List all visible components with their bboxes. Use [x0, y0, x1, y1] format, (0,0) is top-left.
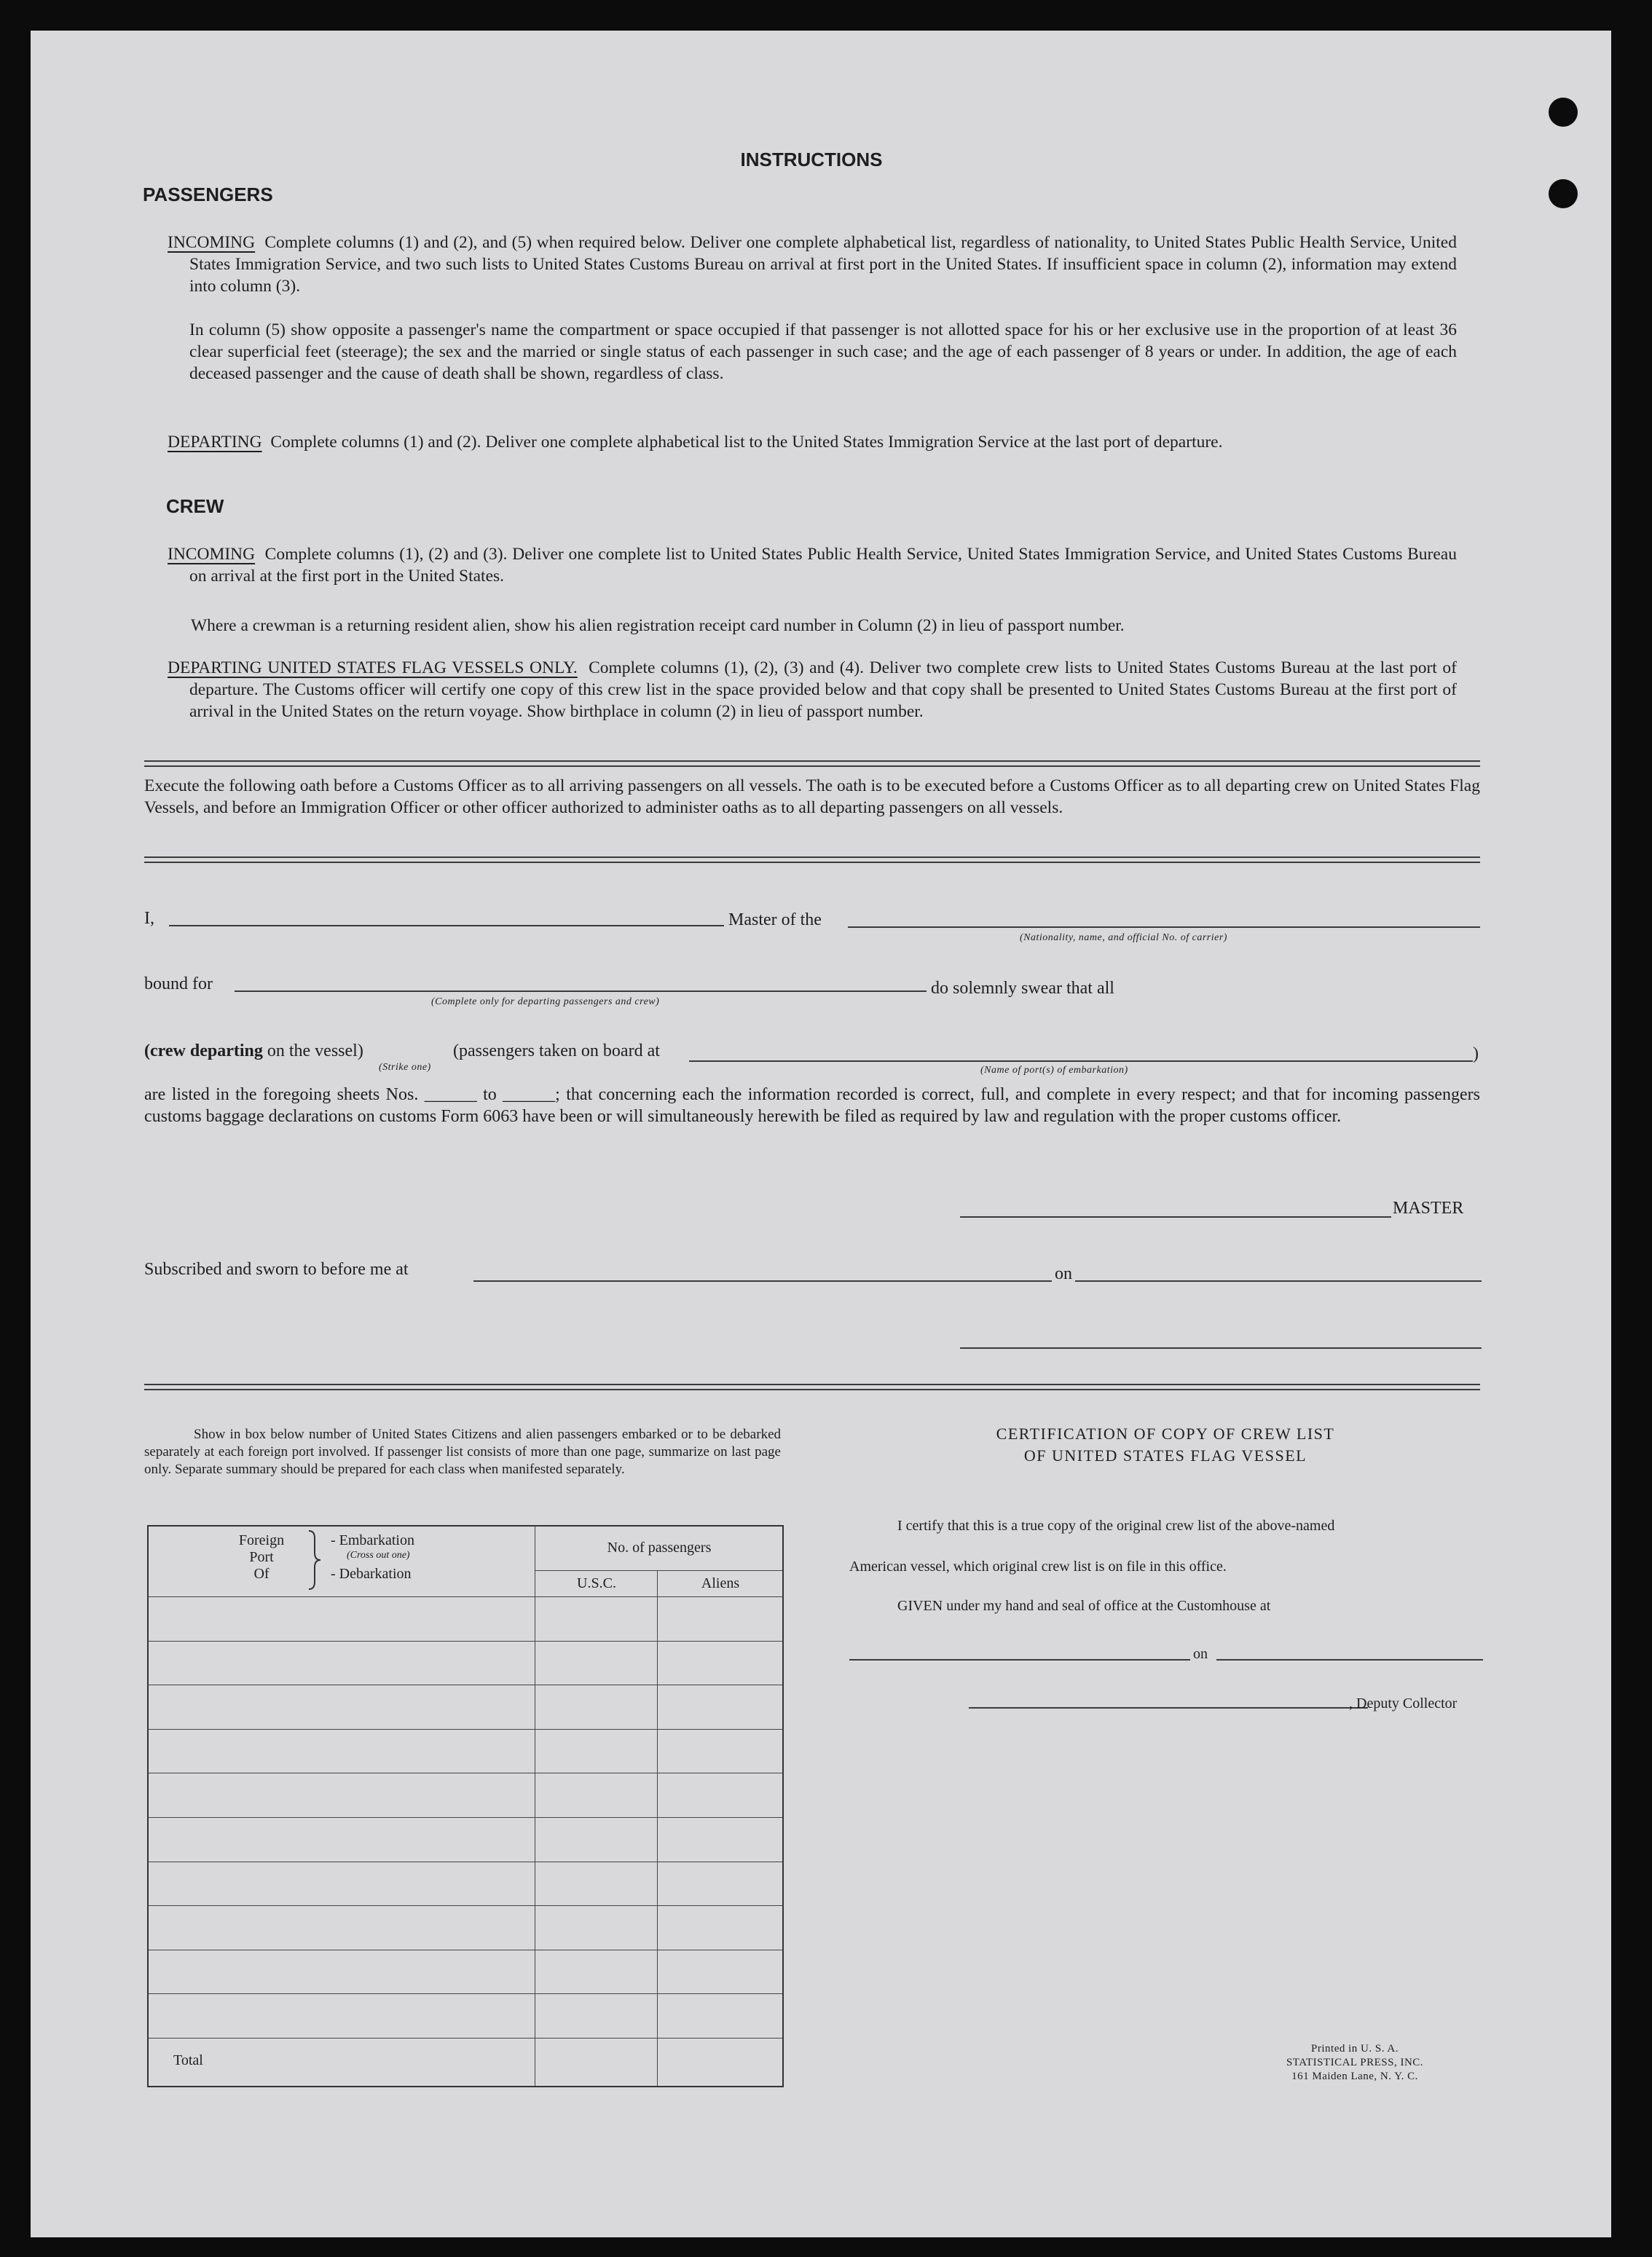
- on-label: on: [1055, 1264, 1072, 1283]
- crew-departing-text: Complete columns (1), (2), (3) and (4). Deliver two complete crew lists to United States Customs Bureau at the last port of departure. The Customs officer will certify one copy of this crew list in the space provided below and that copy shall be presented to United States Customs Bureau at the first port of arrival in the United States on the return voyage. Show birthplace in column (2) in lieu of passport number.: [189, 658, 1458, 721]
- certification-heading: [903, 1423, 1428, 1467]
- summary-text: Show in box below number of United States Citizens and alien passengers embarked or to be debarked separately at each foreign port involved. If passenger list consists of more than one page, summarize on last page only. Separate summary should be prepared for each class when manifested separately.: [144, 1427, 781, 1477]
- bound-caption: (Complete only for departing passengers and crew): [431, 996, 660, 1007]
- certification-heading-line: OF UNITED STATES FLAG VESSEL: [1023, 1446, 1307, 1465]
- passengers-taken: (passengers taken on board at: [453, 1041, 660, 1060]
- oath-instructions-text: Execute the following oath before a Customs Officer as to all arriving passengers on all vessels. The oath is to be executed before a Customs Officer as to all departing crew on United States Flag Vessels, and before an Immigration Officer or other officer authorized to administer oaths as to all departing passengers on all vessels.: [144, 776, 1480, 817]
- table-row-line: [149, 1729, 782, 1730]
- master-of-label: Master of the: [728, 910, 822, 929]
- table-column-divider: [657, 1570, 658, 2086]
- crew-incoming-label: INCOMING: [168, 545, 256, 564]
- passengers-departing: [168, 431, 1457, 453]
- subscribed-date-field[interactable]: [1075, 1280, 1482, 1282]
- certification-heading-line: CERTIFICATION OF COPY OF CREW LIST: [996, 1425, 1335, 1443]
- given-text: GIVEN under my hand and seal of office at the Customhouse at: [897, 1598, 1271, 1614]
- master-label: MASTER: [1393, 1199, 1464, 1218]
- total-label: Total: [173, 2052, 203, 2068]
- oath-instructions: [144, 775, 1480, 819]
- port-line: Foreign: [238, 1532, 285, 1548]
- printer-line: STATISTICAL PRESS, INC.: [1286, 2057, 1424, 2068]
- incoming-text: Complete columns (1) and (2), and (5) when required below. Deliver one complete alphabetical list, regardless of nationality, to United States Public Health Service, United States Immigration Service, and two such lists to United States Customs Bureau on arrival at first port in the United States. If insufficient space in column (2), information may extend into column (3).: [189, 233, 1457, 296]
- port-line: Of: [253, 1566, 270, 1582]
- on-vessel: on the vessel): [267, 1041, 363, 1060]
- crew-departing: [168, 657, 1457, 722]
- vessel-clause: [144, 1041, 363, 1061]
- passengers-heading: PASSENGERS: [143, 184, 273, 205]
- listed-text: are listed in the foregoing sheets Nos. ______ to ______; that concerning each the information recorded is correct, full, and complete in every respect; and that for incoming passengers customs baggage declarations on customs Form 6063 have been or will simultaneously herewith be filed as required by law and regulation with the proper customs officer.: [144, 1085, 1480, 1126]
- table-row-line: [149, 1596, 536, 1597]
- column5-text: In column (5) show opposite a passenger's name the compartment or space occupied if that passenger is not allotted space for his or her exclusive use in the proportion of at least 36 clear superficial feet (steerage); the sex and the married or single status of each passenger in such case; and the age of each passenger of 8 years or under. In addition, the age of each deceased passenger and the cause of death shall be shown, regardless of class.: [189, 320, 1457, 383]
- close-paren: ): [1473, 1044, 1479, 1063]
- crew-heading: CREW: [166, 495, 224, 517]
- deputy-collector-label: , Deputy Collector: [1349, 1695, 1458, 1712]
- subscribed-label: Subscribed and sworn to before me at: [144, 1260, 409, 1279]
- passengers-incoming: [168, 232, 1457, 297]
- embarkation-label: - Embarkation: [331, 1532, 414, 1548]
- table-row-line: [149, 1641, 782, 1642]
- bound-for-field[interactable]: [235, 990, 927, 992]
- crew-departing-bold: (crew departing: [144, 1041, 263, 1060]
- crew-departing-label: DEPARTING UNITED STATES FLAG VESSELS ONLY.: [168, 658, 578, 677]
- i-label: I,: [144, 909, 154, 928]
- deputy-signature-field[interactable]: [969, 1707, 1368, 1709]
- aliens-header: Aliens: [701, 1575, 740, 1591]
- carrier-caption: (Nationality, name, and official No. of carrier): [1020, 932, 1227, 943]
- table-row-line: [149, 1993, 782, 1994]
- printer-line: Printed in U. S. A.: [1311, 2043, 1399, 2055]
- divider: [144, 856, 1480, 863]
- customhouse-field[interactable]: [849, 1659, 1190, 1661]
- listed-statement: [144, 1084, 1480, 1127]
- table-row-line: [149, 2038, 782, 2039]
- cross-out-caption: (Cross out one): [347, 1550, 410, 1561]
- brace-icon: [306, 1529, 323, 1594]
- resident-text: Where a crewman is a returning resident alien, show his alien registration receipt card number in Column (2) in lieu of passport number.: [191, 616, 1125, 635]
- ports-field[interactable]: [689, 1060, 1473, 1062]
- crew-incoming: [168, 543, 1457, 587]
- incoming-label: INCOMING: [168, 233, 256, 252]
- cert-date-field[interactable]: [1216, 1659, 1483, 1661]
- passenger-summary-table: [147, 1525, 784, 2087]
- certify-text: I certify that this is a true copy of the original crew list of the above-named: [897, 1518, 1335, 1534]
- subscribed-place-field[interactable]: [473, 1280, 1052, 1282]
- officer-signature-field[interactable]: [960, 1347, 1482, 1349]
- master-name-field[interactable]: [169, 925, 724, 926]
- divider: [144, 760, 1480, 767]
- american-vessel-text: American vessel, which original crew list is on file in this office.: [849, 1559, 1227, 1575]
- ports-caption: (Name of port(s) of embarkation): [980, 1065, 1128, 1076]
- crew-incoming-text: Complete columns (1), (2) and (3). Deliver one complete list to United States Public Health Service, United States Immigration Service, and United States Customs Bureau on arrival at the first port in the United States.: [189, 545, 1457, 586]
- table-header-divider: [535, 1570, 782, 1571]
- punch-hole: [1549, 179, 1578, 208]
- table-row-line: [149, 1905, 782, 1906]
- crew-resident: [191, 615, 1458, 637]
- passengers-column5: [189, 319, 1457, 385]
- carrier-field[interactable]: [848, 926, 1480, 928]
- punch-hole: [1549, 98, 1578, 127]
- printer-line: 161 Maiden Lane, N. Y. C.: [1291, 2071, 1418, 2082]
- strike-one-caption: (Strike one): [379, 1062, 431, 1073]
- departing-text: Complete columns (1) and (2). Deliver one complete alphabetical list to the United States Immigration Service at the last port of departure.: [270, 433, 1223, 452]
- cert-on-label: on: [1193, 1646, 1208, 1662]
- port-line: Port: [249, 1549, 274, 1565]
- swear-text: do solemnly swear that all: [931, 979, 1114, 998]
- table-row-line: [149, 1817, 782, 1818]
- no-passengers-header: No. of passengers: [607, 1540, 712, 1556]
- master-signature-field[interactable]: [960, 1216, 1391, 1218]
- usc-header: U.S.C.: [577, 1575, 616, 1591]
- bound-for-label: bound for: [144, 974, 213, 993]
- printer-imprint: [1253, 2042, 1457, 2084]
- foreign-port-label: [221, 1532, 302, 1583]
- departing-label: DEPARTING: [168, 433, 262, 452]
- divider: [144, 1384, 1480, 1390]
- debarkation-label: - Debarkation: [331, 1566, 412, 1582]
- summary-instructions: [144, 1426, 781, 1478]
- page-title: INSTRUCTIONS: [740, 149, 883, 170]
